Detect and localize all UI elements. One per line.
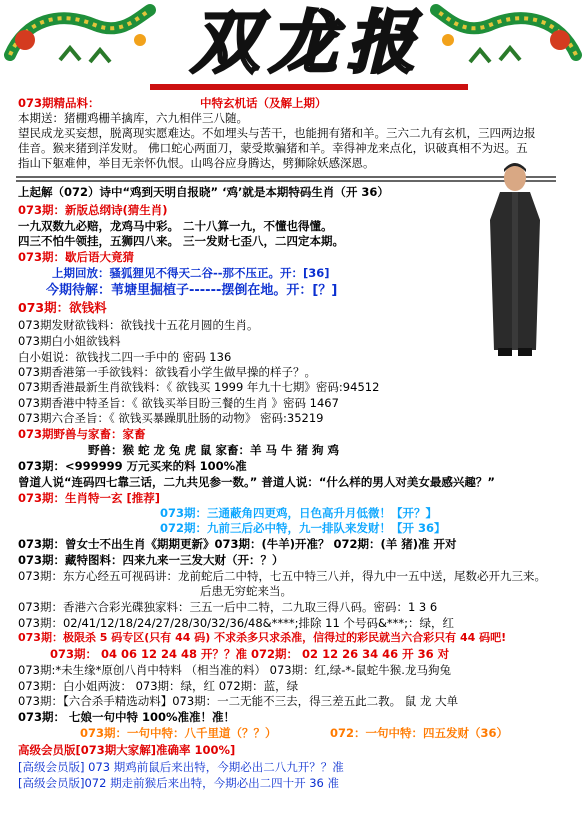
text-line: 073期： 七娘一句中特 100%准准！准！ xyxy=(18,710,236,724)
one-sentence-hint: 073期：一句中特：八千里道（？？） xyxy=(80,726,277,740)
kill-numbers-results: 073期： 04 06 12 24 48 开？？准 072期： 02 12 26 34 46 开 36 对 xyxy=(50,647,450,661)
text-line: 073期：【六合杀手精选动料】073期：一二无能不三去，得三差五此二教。 鼠 龙 大单 xyxy=(18,694,459,708)
man-in-long-robe-photo xyxy=(470,160,560,360)
text-line: 073期：香港六合彩光碟独家料：三五一后中二特，二九取三得八码。密码：1 3 6 xyxy=(18,600,438,614)
text-line: 073期：02/41/12/18/24/27/28/30/32/36/48&****;排除 11 个号码&***;：绿，红 xyxy=(18,616,455,630)
poem-line: 四三不怕牛领挂，五狮四八来。 三一发财七歪八，二四定本期。 xyxy=(18,234,345,248)
title-underline xyxy=(150,84,468,90)
page-title: 双龙报 xyxy=(190,3,425,83)
text-line: 073期：<999999 万元买来的料 100%准 xyxy=(18,459,247,473)
highlight-line: 072期：九前三后必中特，九一排队来发财！【开 36】 xyxy=(160,521,446,535)
last-period-explanation: 上起解（072）诗中“鸡到天明自报晓” ‘鸡’就是本期特码生肖（开 36） xyxy=(18,185,389,199)
text-line: 073期：曾女士不出生肖《期期更新》073期：(牛羊)开准？ 072期：(羊 猪)准 开对 xyxy=(18,537,457,551)
text-line: 073期：藏特图料：四来九来一三发大财（开：？） xyxy=(18,553,284,567)
text-line: 073期白小姐欲钱料 xyxy=(18,334,121,348)
text-line: 073期香港中特圣旨：《 欲钱买举目盼三餐的生肖 》密码 1467 xyxy=(18,396,339,410)
poem-line: 一九双数九必赔，龙鸡马中彩。 二十八算一九，不懂也得懂。 xyxy=(18,219,333,233)
section-heading: 073期：生肖特一玄 [推荐] xyxy=(18,491,161,505)
text-line: 后患无穷蛇来当。 xyxy=(200,584,292,598)
riddle-last-period: 上期回放：骚狐狸见不得天二谷--那不压正。开：[36] xyxy=(52,266,330,280)
wild-vs-domestic-list: 野兽：猴 蛇 龙 兔 虎 鼠 家畜：羊 马 牛 猪 狗 鸡 xyxy=(88,443,340,457)
riddle-this-period: 今期待解：苇塘里掘植子------摆倒在地。开：[？] xyxy=(46,283,338,298)
text-line: 073期六合圣旨：《 欲钱买暴躁肌肚肠的动物》 密码:35219 xyxy=(18,411,324,425)
text-line: 073期香港最新生肖欲钱料：《 欲钱买 1999 年九十七期》密码:94512 xyxy=(18,380,380,394)
text-line: 073期：东方心经五可视码讲：龙前蛇后二中特，七五中特三八并，得九中一五中送，尾数必开九三来。 xyxy=(18,569,546,583)
one-sentence-hint-last: 072：一句中特：四五发财（36） xyxy=(330,726,509,740)
text-line: 073期发财欲钱料：欲钱找十五花月圆的生肖。 xyxy=(18,318,259,332)
text-line: 望民成龙买妄想，脱离现实愿难达。不如埋头与苦干，也能拥有猪和羊。三六二九有玄机，三四两边报 xyxy=(18,126,536,140)
kill-numbers-line: 073期：极限杀 5 码专区(只有 44 码) 不求杀多只求杀准，信得过的彩民就当六合彩只有 44 码吧! xyxy=(18,631,507,644)
premium-line: [高级会员版] 073 期鸡前鼠后来出特，今期必出二八九开？？准 xyxy=(18,760,344,774)
premium-heading: 高级会员版[073期大家解]准确率 100%] xyxy=(18,743,236,757)
text-line: 曾道人说“连码四七靠三话，二九共见参一数。” 普道人说：“什么样的男人对美女最感兴趣？” xyxy=(18,475,495,489)
section-heading: 073期：歇后语大竟猜 xyxy=(18,250,135,264)
text-line: 佳音。猴来猪到洋发财。 佛口蛇心两面刀，蒙受欺骗猪和羊。幸得神龙来点化，识破真相不为迟。五 xyxy=(18,141,528,155)
section-heading: 073期野兽与家畜：家畜 xyxy=(18,427,146,441)
text-line: 073期香港第一手欲钱料：欲钱看小学生做早操的样子？。 xyxy=(18,365,316,379)
text-line: 本期送：猪棚鸡栅羊擒库，六九相伴三八随。 xyxy=(18,111,248,125)
section-heading: 073期：新版总纲诗(猜生肖) xyxy=(18,203,168,217)
special-hint-heading: 中特玄机话（及解上期） xyxy=(200,96,327,110)
premium-line: [高级会员版]072 期走前猴后来出特，今期必出二四十开 36 准 xyxy=(18,776,340,790)
period-picks-heading: 073期精品料： xyxy=(18,96,100,110)
text-line: 指山下躯难伸，举目无亲怀仇恨。山鸣谷应身腾达，劈狮除妖感深恩。 xyxy=(18,156,375,170)
left-dragon-icon xyxy=(10,10,150,62)
text-line: 073期:*未生缘*原创八肖中特料 （相当准的料） 073期：红,绿-*-鼠蛇牛猴.龙马狗兔 xyxy=(18,663,451,677)
text-line: 白小姐说：欲钱找二四一手中的 密码 136 xyxy=(18,350,232,364)
highlight-line: 073期：三通蔽角四更鸡，日色高升月低微！【开？】 xyxy=(160,506,438,520)
section-heading: 073期：欲钱料 xyxy=(18,300,107,315)
text-line: 073期：白小姐两波： 073期：绿，红 072期：蓝，绿 xyxy=(18,679,299,693)
